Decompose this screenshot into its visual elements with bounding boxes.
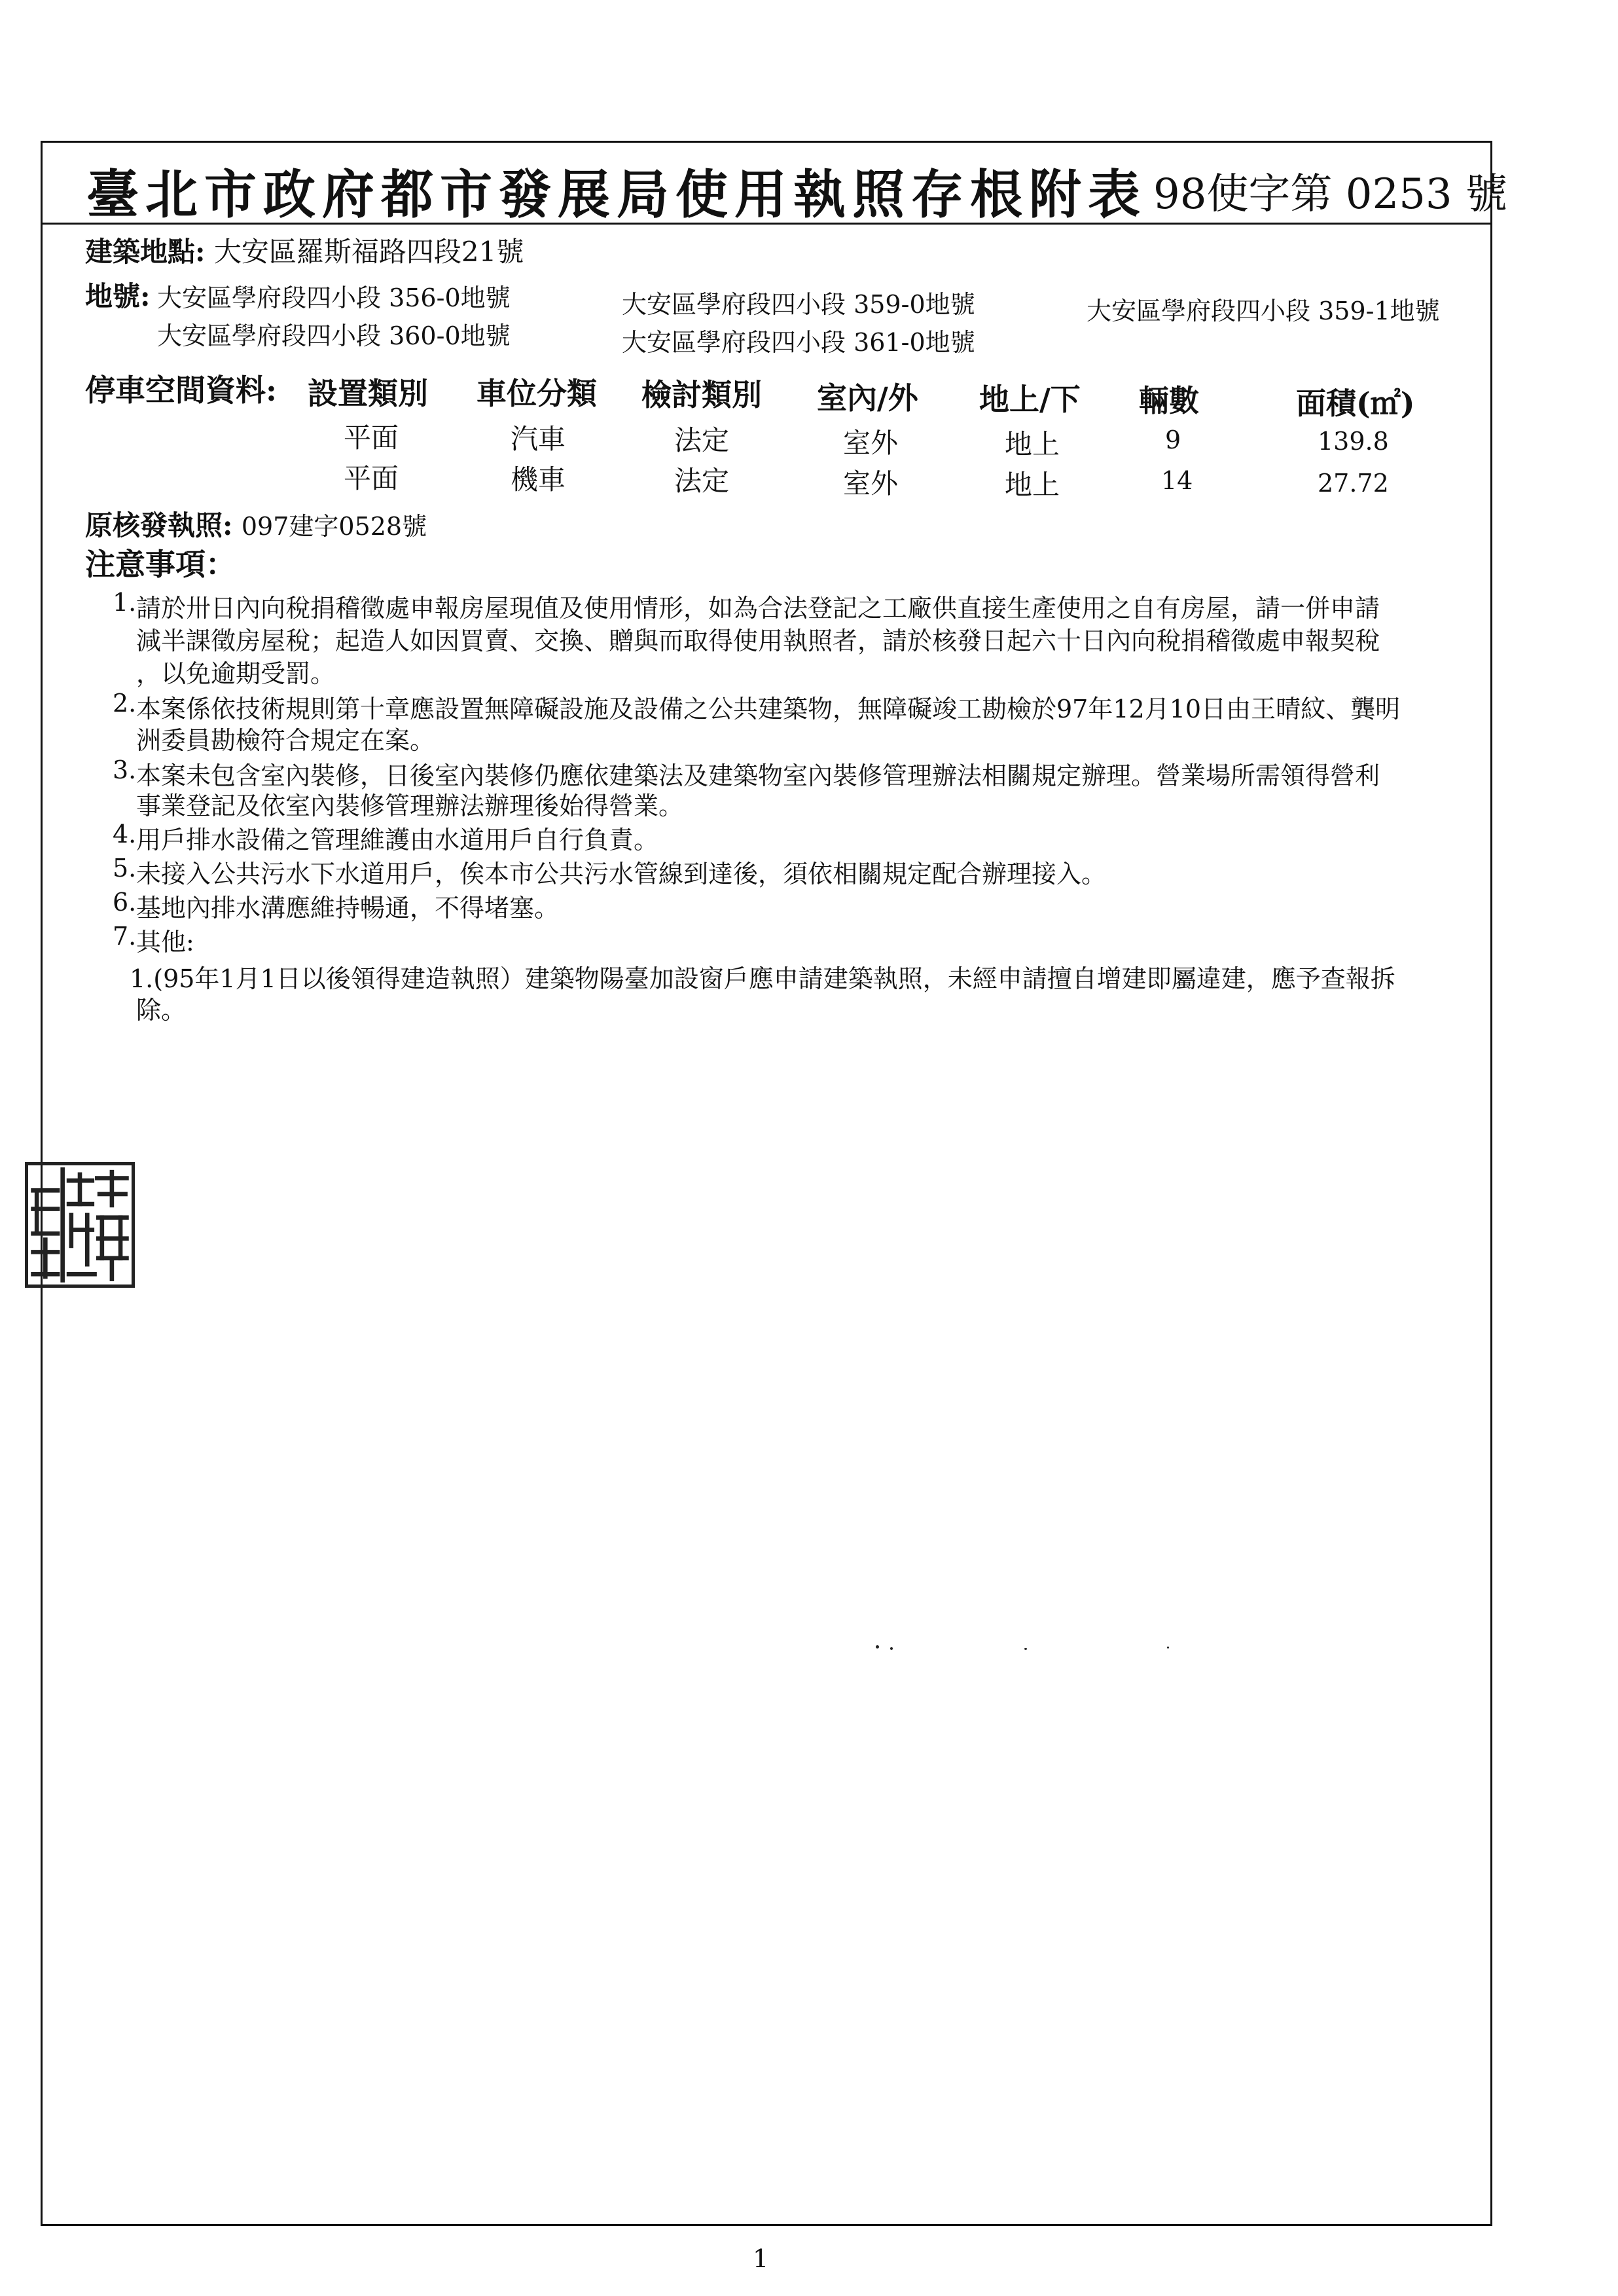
parking-cell: 機車 [511, 464, 566, 496]
site-row [85, 230, 524, 270]
site-value: 大安區羅斯福路四段21號 [213, 236, 524, 268]
parking-col-header: 檢討類別 [641, 377, 762, 412]
lot-item: 大安區學府段四小段 359-0地號 [622, 290, 975, 319]
sub-note-line: 1.(95年1月1日以後領得建造執照）建築物陽臺加設窗戶應申請建築執照，未經申請擅自增建即屬違建，應予查報拆 [130, 964, 1395, 993]
scan-speck [1024, 1648, 1027, 1650]
sub-note-line: 除。 [136, 996, 187, 1025]
parking-col-header: 地上/下 [979, 382, 1081, 417]
page-title: 臺北市政府都市發展局使用執照存根附表 [86, 164, 1147, 225]
parking-cell: 地上 [1005, 469, 1060, 501]
parking-col-header: 面積(㎡) [1296, 386, 1415, 421]
parking-cell: 139.8 [1318, 427, 1389, 456]
lot-item: 大安區學府段四小段 361-0地號 [622, 328, 975, 357]
parking-cell: 室外 [843, 467, 899, 500]
parking-cell: 9 [1165, 426, 1181, 454]
parking-col-header: 輛數 [1139, 383, 1199, 418]
note-line: 本案未包含室內裝修，日後室內裝修仍應依建築法及建築物室內裝修管理辦法相關規定辦理。營業場所需領得營利 [136, 761, 1380, 790]
lot-item: 大安區學府段四小段 356-0地號 [157, 283, 511, 312]
scan-speck [876, 1645, 879, 1649]
parking-cell: 平面 [344, 462, 399, 494]
scan-speck [1167, 1647, 1169, 1649]
scan-speck [890, 1647, 893, 1650]
note-number: 2. [113, 689, 137, 718]
parking-cell: 27.72 [1318, 469, 1389, 498]
note-number: 4. [113, 820, 137, 848]
notes-label: 注意事項： [85, 547, 236, 582]
note-number: 5. [113, 854, 137, 883]
original-license-row [85, 504, 427, 543]
parking-cell: 地上 [1005, 428, 1060, 460]
note-line: 基地內排水溝應維持暢通，不得堵塞。 [136, 894, 560, 922]
parking-col-header: 室內/外 [817, 380, 918, 416]
note-line: 請於卅日內向稅捐稽徵處申報房屋現值及使用情形，如為合法登記之工廠供直接生產使用之自有房屋，請一併申請 [136, 594, 1380, 623]
note-line: 本案係依技術規則第十章應設置無障礙設施及設備之公共建築物，無障礙竣工勘檢於97年12月10日由王晴紋、龔明 [136, 695, 1401, 723]
lot-item: 大安區學府段四小段 359-1地號 [1087, 297, 1440, 325]
note-line: 事業登記及依室內裝修管理辦法辦理後始得營業。 [136, 792, 684, 820]
lots-label: 地號: [85, 280, 151, 312]
lot-item: 大安區學府段四小段 360-0地號 [157, 321, 511, 350]
note-number: 6. [113, 888, 137, 917]
note-line: 其他: [136, 928, 194, 957]
note-number: 1. [113, 588, 137, 617]
note-line: 減半課徵房屋稅；起造人如因買賣、交換、贈與而取得使用執照者，請於核發日起六十日內向稅捐稽徵處申報契稅 [136, 627, 1380, 655]
parking-col-header: 車位分類 [476, 376, 597, 411]
parking-label: 停車空間資料: [85, 373, 277, 408]
document-number: 98使字第 0253 號 [1153, 170, 1507, 219]
parking-cell: 平面 [344, 422, 399, 454]
note-number: 7. [113, 922, 137, 951]
parking-cell: 14 [1161, 466, 1193, 495]
parking-cell: 汽車 [511, 423, 566, 455]
parking-cell: 法定 [674, 465, 730, 497]
note-line: 用戶排水設備之管理維護由水道用戶自行負責。 [136, 826, 659, 854]
original-license-label: 原核發執照: [85, 509, 233, 541]
note-line: 未接入公共污水下水道用戶，俟本市公共污水管線到達後，須依相關規定配合辦理接入。 [136, 860, 1107, 888]
document-frame [41, 141, 1492, 2226]
title-row [41, 141, 1507, 225]
original-license-value: 097建字0528號 [241, 512, 427, 541]
official-seal-icon [25, 1162, 135, 1288]
note-line: 洲委員勘檢符合規定在案。 [136, 726, 435, 755]
parking-cell: 法定 [674, 424, 730, 456]
note-number: 3. [113, 756, 137, 784]
site-label: 建築地點: [85, 236, 206, 268]
parking-col-header: 設置類別 [308, 376, 428, 411]
parking-cell: 室外 [843, 427, 899, 459]
note-line: ，以免逾期受罰。 [136, 659, 336, 688]
page-number: 1 [753, 2244, 769, 2273]
